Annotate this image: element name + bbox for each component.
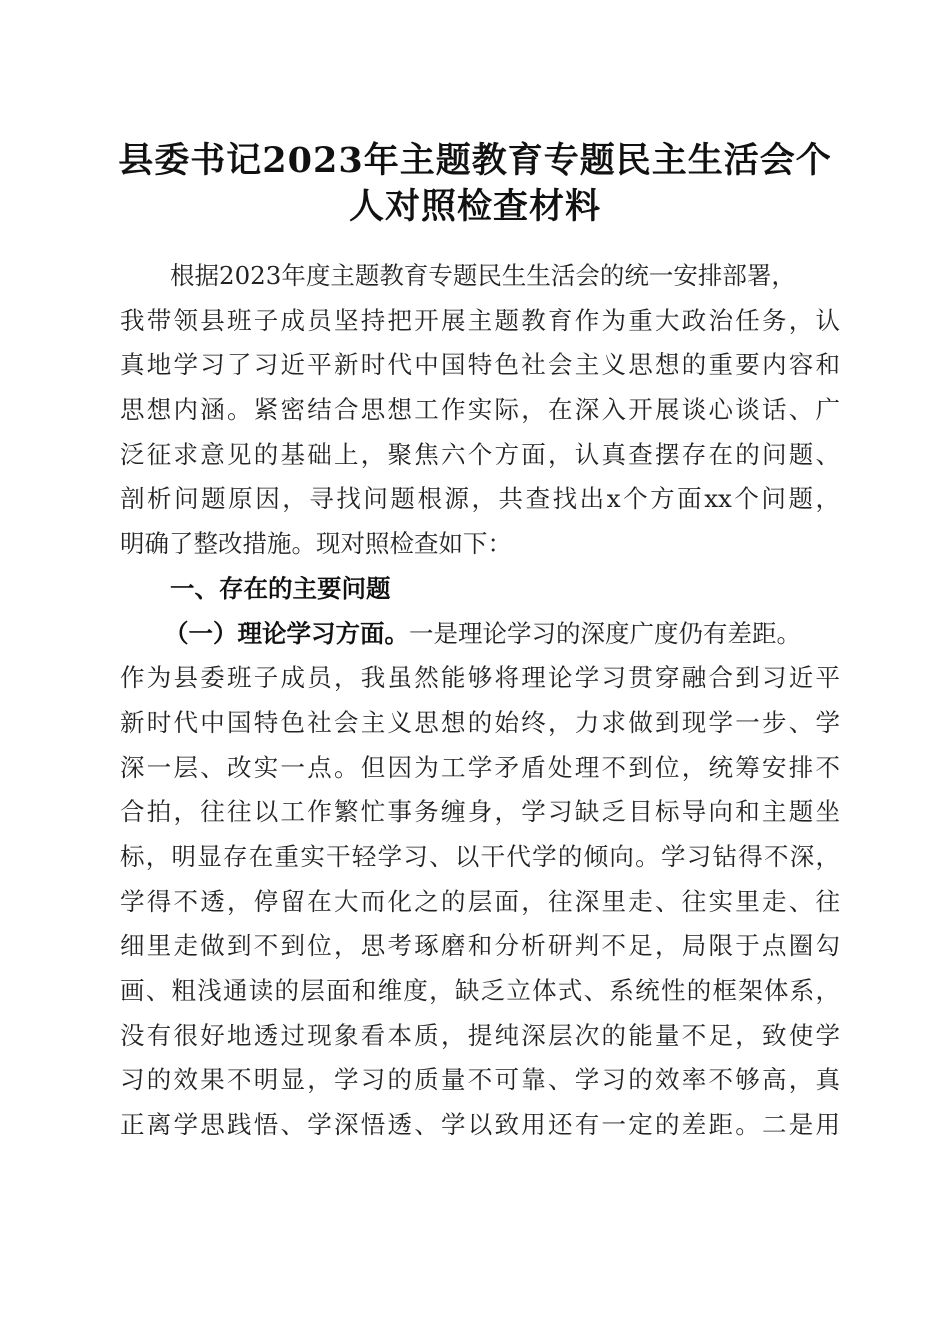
subsection-heading: （一）理论学习方面。 bbox=[164, 618, 409, 648]
intro-line: 泛征求意见的基础上，聚焦六个方面，认真查摆存在的问题、 bbox=[120, 439, 840, 469]
paragraph-line: 画、粗浅通读的层面和维度，缺乏立体式、系统性的框架体系， bbox=[120, 976, 840, 1005]
intro-line: 真地学习了习近平新时代中国特色社会主义思想的重要内容和 bbox=[120, 350, 840, 380]
paragraph-line: 作为县委班子成员，我虽然能够将理论学习贯穿融合到习近平 bbox=[120, 663, 840, 693]
section-heading: 一、存在的主要问题 bbox=[170, 573, 391, 603]
paragraph-line: 深一层、改实一点。但因为工学矛盾处理不到位，统筹安排不 bbox=[120, 752, 840, 782]
paragraph-line: 习的效果不明显，学习的质量不可靠、学习的效率不够高，真 bbox=[120, 1065, 840, 1095]
intro-line: 明确了整改措施。现对照检查如下： bbox=[120, 529, 512, 559]
paragraph-line: 合拍，往往以工作繁忙事务缠身，学习缺乏目标导向和主题坐 bbox=[120, 797, 840, 827]
subsection-first-line bbox=[120, 612, 840, 657]
title-line-1: 县委书记2023年主题教育专题民主生活会个 bbox=[118, 140, 832, 181]
intro-line: 思想内涵。紧密结合思想工作实际，在深入开展谈心谈话、广 bbox=[120, 395, 840, 425]
paragraph-line: 没有很好地透过现象看本质，提纯深层次的能量不足，致使学 bbox=[120, 1020, 840, 1050]
paragraph-line: 细里走做到不到位，思考琢磨和分析研判不足，局限于点圈勾 bbox=[120, 931, 840, 961]
paragraph-line: 新时代中国特色社会主义思想的始终，力求做到现学一步、学 bbox=[120, 707, 840, 737]
intro-line: 我带领县班子成员坚持把开展主题教育作为重大政治任务，认 bbox=[120, 305, 840, 335]
subsection-first-line-text: 一是理论学习的深度广度仍有差距。 bbox=[409, 618, 801, 648]
paragraph-line: 正离学思践悟、学深悟透、学以致用还有一定的差距。二是用 bbox=[120, 1110, 840, 1140]
intro-line: 剖析问题原因，寻找问题根源，共查找出x个方面xx个问题， bbox=[120, 484, 840, 514]
document-body bbox=[120, 254, 840, 1148]
intro-line: 根据2023年度主题教育专题民生生活会的统一安排部署， bbox=[170, 261, 796, 290]
document-title bbox=[100, 138, 850, 230]
paragraph-line: 学得不透，停留在大而化之的层面，往深里走、往实里走、往 bbox=[120, 886, 840, 916]
title-line-2: 人对照检查材料 bbox=[348, 186, 601, 227]
paragraph-line: 标，明显存在重实干轻学习、以干代学的倾向。学习钻得不深， bbox=[120, 841, 840, 871]
